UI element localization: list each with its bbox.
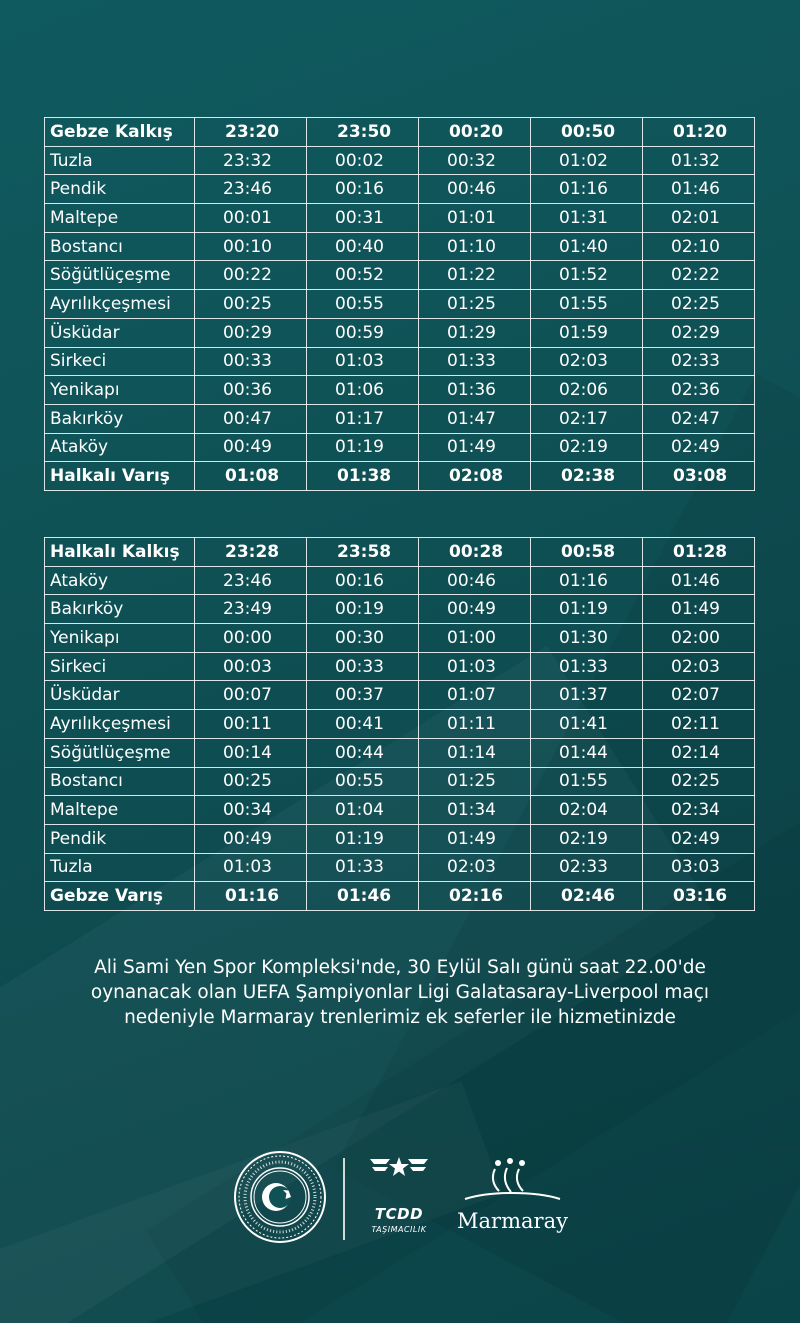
- time-cell: 01:33: [307, 853, 419, 882]
- time-cell: 23:28: [195, 538, 307, 567]
- time-cell: 02:08: [419, 462, 531, 491]
- time-cell: 23:46: [195, 566, 307, 595]
- time-cell: 23:46: [195, 175, 307, 204]
- time-cell: 01:59: [531, 318, 643, 347]
- time-cell: 00:55: [307, 290, 419, 319]
- station-cell: Üsküdar: [45, 318, 195, 347]
- time-cell: 00:50: [531, 118, 643, 147]
- logo-divider: [343, 1158, 345, 1240]
- time-cell: 02:47: [643, 404, 755, 433]
- table-row: [45, 595, 755, 624]
- time-cell: 02:33: [531, 853, 643, 882]
- time-cell: 00:59: [307, 318, 419, 347]
- departure-row: [45, 118, 755, 147]
- table-row: [45, 853, 755, 882]
- time-cell: 01:33: [531, 652, 643, 681]
- time-cell: 01:03: [419, 652, 531, 681]
- time-cell: 02:25: [643, 290, 755, 319]
- table-row: [45, 681, 755, 710]
- table-row: [45, 404, 755, 433]
- time-cell: 01:49: [419, 824, 531, 853]
- arrival-row: [45, 882, 755, 911]
- time-cell: 00:02: [307, 146, 419, 175]
- time-cell: 01:55: [531, 767, 643, 796]
- time-cell: 02:16: [419, 882, 531, 911]
- time-cell: 01:06: [307, 376, 419, 405]
- time-cell: 00:20: [419, 118, 531, 147]
- time-cell: 01:44: [531, 738, 643, 767]
- time-cell: 01:17: [307, 404, 419, 433]
- time-cell: 02:03: [531, 347, 643, 376]
- time-cell: 01:08: [195, 462, 307, 491]
- time-cell: 00:25: [195, 767, 307, 796]
- time-cell: 23:58: [307, 538, 419, 567]
- table-row: [45, 624, 755, 653]
- time-cell: 02:34: [643, 796, 755, 825]
- time-cell: 01:16: [531, 566, 643, 595]
- station-cell: Ayrılıkçeşmesi: [45, 290, 195, 319]
- time-cell: 03:08: [643, 462, 755, 491]
- time-cell: 00:58: [531, 538, 643, 567]
- time-cell: 01:02: [531, 146, 643, 175]
- table-row: [45, 652, 755, 681]
- tcdd-logo: [355, 1155, 443, 1245]
- time-cell: 01:52: [531, 261, 643, 290]
- time-cell: 00:28: [419, 538, 531, 567]
- time-cell: 01:03: [307, 347, 419, 376]
- time-cell: 01:49: [643, 595, 755, 624]
- table-row: [45, 738, 755, 767]
- tcdd-star-crescent-icon: [364, 1155, 434, 1203]
- time-cell: 01:55: [531, 290, 643, 319]
- time-cell: 03:16: [643, 882, 755, 911]
- time-cell: 01:03: [195, 853, 307, 882]
- time-cell: 02:01: [643, 204, 755, 233]
- station-cell: Pendik: [45, 824, 195, 853]
- station-cell: Ataköy: [45, 566, 195, 595]
- time-cell: 00:34: [195, 796, 307, 825]
- tcdd-subtitle: TAŞIMACILIK: [371, 1225, 427, 1234]
- time-cell: 00:44: [307, 738, 419, 767]
- departure-row: [45, 538, 755, 567]
- time-cell: 01:41: [531, 710, 643, 739]
- time-cell: 02:11: [643, 710, 755, 739]
- time-cell: 02:19: [531, 824, 643, 853]
- time-cell: 00:52: [307, 261, 419, 290]
- time-cell: 23:50: [307, 118, 419, 147]
- tcdd-name: TCDD: [374, 1205, 424, 1223]
- time-cell: 01:33: [419, 347, 531, 376]
- marmaray-name: Marmaray: [457, 1209, 568, 1233]
- time-cell: 02:29: [643, 318, 755, 347]
- time-cell: 00:36: [195, 376, 307, 405]
- station-cell: Ataköy: [45, 433, 195, 462]
- time-cell: 01:36: [419, 376, 531, 405]
- time-cell: 00:22: [195, 261, 307, 290]
- time-cell: 01:30: [531, 624, 643, 653]
- time-cell: 00:25: [195, 290, 307, 319]
- table-row: [45, 290, 755, 319]
- time-cell: 01:47: [419, 404, 531, 433]
- time-cell: 01:32: [643, 146, 755, 175]
- time-cell: 01:46: [643, 175, 755, 204]
- time-cell: 02:17: [531, 404, 643, 433]
- station-cell: Sirkeci: [45, 347, 195, 376]
- time-cell: 01:40: [531, 232, 643, 261]
- station-cell: Yenikapı: [45, 624, 195, 653]
- station-cell: Tuzla: [45, 146, 195, 175]
- station-cell: Pendik: [45, 175, 195, 204]
- time-cell: 00:00: [195, 624, 307, 653]
- time-cell: 00:49: [195, 824, 307, 853]
- station-cell: Bostancı: [45, 767, 195, 796]
- inbound-timetable: [44, 537, 755, 911]
- time-cell: 23:49: [195, 595, 307, 624]
- table-row: [45, 204, 755, 233]
- time-cell: 02:04: [531, 796, 643, 825]
- time-cell: 01:00: [419, 624, 531, 653]
- time-cell: 01:14: [419, 738, 531, 767]
- time-cell: 01:37: [531, 681, 643, 710]
- marmaray-wave-icon: [455, 1155, 570, 1210]
- table-row: [45, 376, 755, 405]
- time-cell: 00:37: [307, 681, 419, 710]
- time-cell: 00:01: [195, 204, 307, 233]
- time-cell: 01:20: [643, 118, 755, 147]
- time-cell: 00:40: [307, 232, 419, 261]
- table-row: [45, 767, 755, 796]
- station-cell: Söğütlüçeşme: [45, 261, 195, 290]
- time-cell: 03:03: [643, 853, 755, 882]
- time-cell: 00:10: [195, 232, 307, 261]
- time-cell: 00:46: [419, 175, 531, 204]
- time-cell: 02:49: [643, 824, 755, 853]
- station-cell: Maltepe: [45, 796, 195, 825]
- time-cell: 01:25: [419, 767, 531, 796]
- time-cell: 00:14: [195, 738, 307, 767]
- station-cell: Bostancı: [45, 232, 195, 261]
- time-cell: 00:49: [419, 595, 531, 624]
- table-row: [45, 261, 755, 290]
- time-cell: 01:22: [419, 261, 531, 290]
- announcement-line: oynanacak olan UEFA Şampiyonlar Ligi Galatasaray-Liverpool maçı: [90, 982, 710, 1003]
- time-cell: 23:32: [195, 146, 307, 175]
- time-cell: 00:11: [195, 710, 307, 739]
- station-cell: Halkalı Varış: [45, 462, 195, 491]
- logo-bar: [0, 1150, 800, 1250]
- table-row: [45, 318, 755, 347]
- outbound-timetable: [44, 117, 755, 491]
- time-cell: 02:36: [643, 376, 755, 405]
- time-cell: 00:32: [419, 146, 531, 175]
- announcement-text: [20, 955, 780, 1030]
- time-cell: 02:14: [643, 738, 755, 767]
- time-cell: 02:06: [531, 376, 643, 405]
- time-cell: 00:07: [195, 681, 307, 710]
- time-cell: 01:31: [531, 204, 643, 233]
- time-cell: 01:19: [307, 824, 419, 853]
- time-cell: 00:29: [195, 318, 307, 347]
- time-cell: 00:55: [307, 767, 419, 796]
- station-cell: Gebze Kalkış: [45, 118, 195, 147]
- station-cell: Bakırköy: [45, 404, 195, 433]
- time-cell: 02:03: [643, 652, 755, 681]
- time-cell: 02:00: [643, 624, 755, 653]
- arrival-row: [45, 462, 755, 491]
- time-cell: 01:16: [195, 882, 307, 911]
- station-cell: Gebze Varış: [45, 882, 195, 911]
- time-cell: 02:07: [643, 681, 755, 710]
- table-row: [45, 175, 755, 204]
- station-cell: Sirkeci: [45, 652, 195, 681]
- station-cell: Maltepe: [45, 204, 195, 233]
- time-cell: 02:25: [643, 767, 755, 796]
- time-cell: 02:03: [419, 853, 531, 882]
- table-row: [45, 566, 755, 595]
- station-cell: Söğütlüçeşme: [45, 738, 195, 767]
- marmaray-logo: [455, 1155, 570, 1245]
- ministry-seal-icon: [233, 1150, 327, 1244]
- table-row: [45, 433, 755, 462]
- time-cell: 02:19: [531, 433, 643, 462]
- time-cell: 00:49: [195, 433, 307, 462]
- table-row: [45, 824, 755, 853]
- time-cell: 00:33: [307, 652, 419, 681]
- announcement-line: nedeniyle Marmaray trenlerimiz ek seferler ile hizmetinizde: [124, 1007, 676, 1028]
- table-row: [45, 796, 755, 825]
- time-cell: 23:20: [195, 118, 307, 147]
- time-cell: 00:03: [195, 652, 307, 681]
- time-cell: 01:28: [643, 538, 755, 567]
- table-row: [45, 347, 755, 376]
- time-cell: 01:19: [307, 433, 419, 462]
- time-cell: 01:29: [419, 318, 531, 347]
- table-row: [45, 146, 755, 175]
- time-cell: 01:34: [419, 796, 531, 825]
- time-cell: 02:38: [531, 462, 643, 491]
- time-cell: 00:47: [195, 404, 307, 433]
- table-row: [45, 232, 755, 261]
- station-cell: Bakırköy: [45, 595, 195, 624]
- announcement-line: Ali Sami Yen Spor Kompleksi'nde, 30 Eylül Salı günü saat 22.00'de: [94, 957, 706, 978]
- time-cell: 00:41: [307, 710, 419, 739]
- station-cell: Tuzla: [45, 853, 195, 882]
- time-cell: 01:10: [419, 232, 531, 261]
- time-cell: 02:33: [643, 347, 755, 376]
- time-cell: 00:30: [307, 624, 419, 653]
- table-row: [45, 710, 755, 739]
- station-cell: Üsküdar: [45, 681, 195, 710]
- time-cell: 00:33: [195, 347, 307, 376]
- time-cell: 01:46: [307, 882, 419, 911]
- time-cell: 01:25: [419, 290, 531, 319]
- time-cell: 01:01: [419, 204, 531, 233]
- time-cell: 02:49: [643, 433, 755, 462]
- time-cell: 02:22: [643, 261, 755, 290]
- time-cell: 00:16: [307, 566, 419, 595]
- time-cell: 01:49: [419, 433, 531, 462]
- time-cell: 00:16: [307, 175, 419, 204]
- time-cell: 01:07: [419, 681, 531, 710]
- time-cell: 01:19: [531, 595, 643, 624]
- time-cell: 01:38: [307, 462, 419, 491]
- station-cell: Yenikapı: [45, 376, 195, 405]
- time-cell: 02:46: [531, 882, 643, 911]
- time-cell: 00:31: [307, 204, 419, 233]
- station-cell: Ayrılıkçeşmesi: [45, 710, 195, 739]
- station-cell: Halkalı Kalkış: [45, 538, 195, 567]
- time-cell: 01:16: [531, 175, 643, 204]
- time-cell: 02:10: [643, 232, 755, 261]
- time-cell: 00:19: [307, 595, 419, 624]
- time-cell: 01:46: [643, 566, 755, 595]
- time-cell: 01:11: [419, 710, 531, 739]
- time-cell: 01:04: [307, 796, 419, 825]
- time-cell: 00:46: [419, 566, 531, 595]
